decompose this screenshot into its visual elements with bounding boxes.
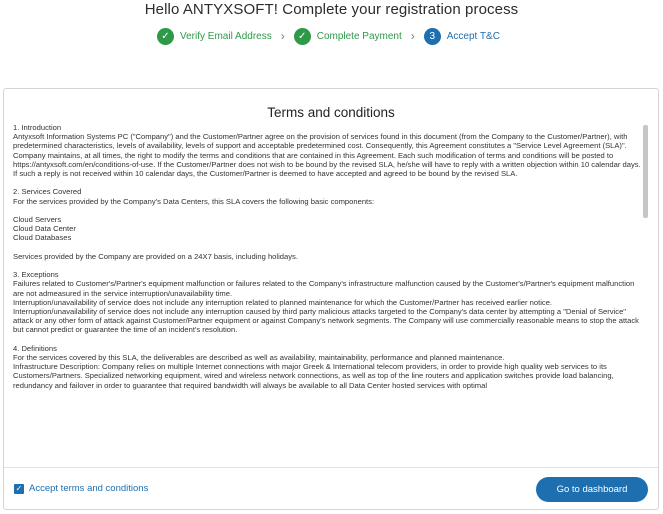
terms-paragraph: Cloud Databases <box>13 233 72 243</box>
terms-paragraph: Interruption/unavailability of service does not include any interruption related to planned maintenance for which the Customer/Partner has received earlier notice. <box>13 297 553 307</box>
paragraph-gap <box>13 206 643 215</box>
paragraph-gap <box>13 243 643 252</box>
step-label: Accept T&C <box>446 30 500 42</box>
terms-paragraph: For the services covered by this SLA, the deliverables are described as well as availability, maintainability, performance and planned maintenance. <box>13 353 505 362</box>
paragraph-gap <box>13 335 643 344</box>
accept-terms-label[interactable]: Accept terms and conditions <box>29 483 149 494</box>
terms-paragraph: Infrastructure Description: Company relies on multiple Internet connections with major Greek & International telecom providers, in order to provide high quality web services to its Customers/Partners. Specialized networking equipment, wired and wireless network connections, as well as top of the line routers and application switches provide load balancing, redundancy and failover in order to guarantee that required bandwidth will always be available to all Data Center hosted services with optimal <box>13 362 614 390</box>
step-label: Verify Email Address <box>180 30 272 42</box>
terms-paragraph: 4. Definitions <box>13 343 57 353</box>
registration-stepper <box>157 26 500 46</box>
step-label: Complete Payment <box>316 30 402 42</box>
terms-paragraph: 3. Exceptions <box>13 270 59 280</box>
terms-paragraph: Interruption/unavailability of service does not include any interruption caused by third party malicious attacks targeted to the Company's data center by attempting a "Denial of Service" attack or any other form of attack against Customer/Partner equipment or against Company's network segments. The Company will use commercially reasonable means to stop the attack but cannot predict or guarantee the time of an incident's resolution. <box>13 307 639 335</box>
step-complete-payment <box>294 28 402 45</box>
terms-paragraph: Cloud Data Center <box>13 224 76 234</box>
go-to-dashboard-button[interactable]: Go to dashboard <box>536 477 648 502</box>
paragraph-gap <box>13 261 643 270</box>
accept-terms-checkbox[interactable] <box>14 483 148 494</box>
check-circle-icon: ✓ <box>294 28 311 45</box>
terms-paragraph: For the services provided by the Company's Data Centers, this SLA covers the following basic components: <box>13 196 375 206</box>
page-header-title: Hello ANTYXSOFT! Complete your registration process <box>144 1 519 18</box>
terms-paragraph: Failures related to Customer's/Partner's equipment malfunction or failures related to the Company's infrastructure malfunction caused by the Customer's/Partner's equipment malfunction are not admeasured in the service interruption/unavailability time. <box>13 279 635 298</box>
scrollbar-thumb[interactable] <box>643 125 648 218</box>
card-footer <box>4 467 658 509</box>
terms-title: Terms and conditions <box>267 105 395 120</box>
terms-paragraph: Company maintains, at all times, the right to modify the terms and conditions that are contained in this Agreement. Each such modification of terms and conditions will be posted to https://antyxsoft.com/en/conditions-of-use. If the Customer/Partner does not wish to be bound by the revised SLA, he/she will have to reply with a written objection within 10 calendar days. If such a reply is not received within 10 calendar days, the Customer/Partner is deemed to have accepted and agreed to be bound by the revised SLA. <box>13 150 641 179</box>
terms-scroll-area[interactable] <box>13 123 643 463</box>
terms-scrollbar[interactable] <box>643 125 649 465</box>
step-accept-tc <box>424 28 500 45</box>
step-number-badge: 3 <box>424 28 441 45</box>
terms-paragraph: Services provided by the Company are provided on a 24X7 basis, including holidays. <box>13 251 298 261</box>
terms-card <box>3 88 659 510</box>
paragraph-gap <box>13 178 643 187</box>
check-circle-icon: ✓ <box>157 28 174 45</box>
chevron-right-icon: › <box>410 29 415 43</box>
chevron-right-icon: › <box>280 29 285 43</box>
terms-paragraph: Antyxsoft Information Systems PC ("Company") and the Customer/Partner agree on the provision of services found in this document (from the Company to the Customer/Partner), with predetermined characteristics, levels of availability, levels of support and acceptable predetermined cost. Consequently, this Agreement constitutes a "Service Level Agreement (SLA)". <box>13 132 628 151</box>
terms-paragraph: Cloud Servers <box>13 215 62 224</box>
checkbox-checked-icon[interactable]: ✓ <box>15 483 23 493</box>
step-verify-email <box>157 28 272 45</box>
terms-paragraph: 2. Services Covered <box>13 187 82 197</box>
terms-paragraph: 1. Introduction <box>13 123 62 132</box>
